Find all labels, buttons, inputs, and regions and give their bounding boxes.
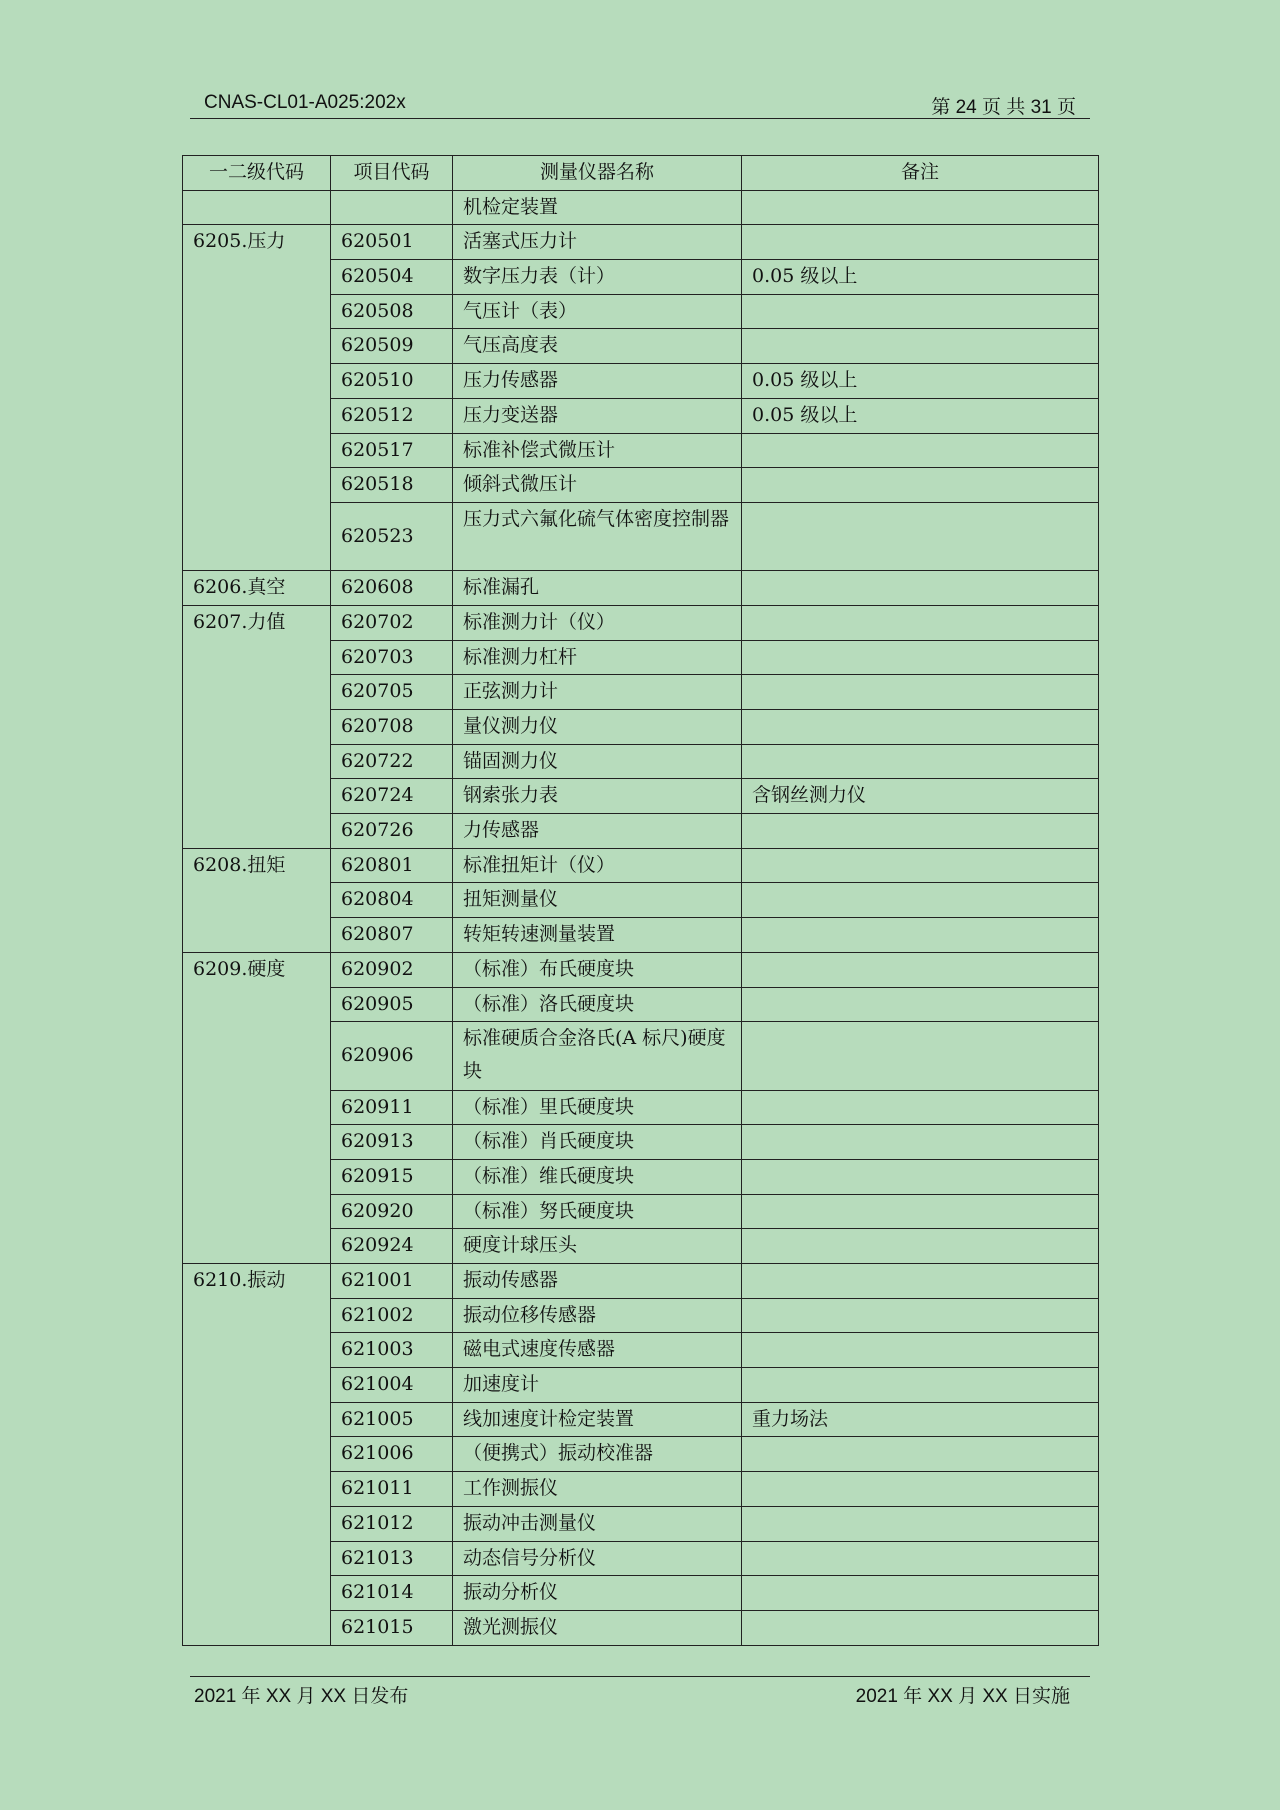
item-code-cell: 621013 [331,1541,453,1576]
item-code-cell: 621011 [331,1472,453,1507]
instrument-name-cell: 振动冲击测量仪 [453,1506,742,1541]
note-cell [742,640,1099,675]
note-cell [742,1194,1099,1229]
instrument-name-cell: 振动位移传感器 [453,1298,742,1333]
item-code-cell: 620915 [331,1159,453,1194]
note-cell [742,571,1099,606]
instrument-name-cell: 振动分析仪 [453,1576,742,1611]
item-code-cell: 620726 [331,814,453,849]
instrument-name-cell: 活塞式压力计 [453,225,742,260]
item-code-cell: 620902 [331,952,453,987]
instrument-name-cell: 倾斜式微压计 [453,468,742,503]
note-cell [742,1506,1099,1541]
note-cell: 含钢丝测力仪 [742,779,1099,814]
instrument-name-cell: 力传感器 [453,814,742,849]
note-cell [742,744,1099,779]
note-cell: 重力场法 [742,1402,1099,1437]
note-cell [742,1472,1099,1507]
item-code-cell: 620517 [331,433,453,468]
item-code-cell: 620504 [331,260,453,295]
instrument-name-cell: 压力式六氟化硫气体密度控制器 [453,502,742,570]
instrument-name-cell: 标准扭矩计（仪） [453,848,742,883]
instrument-name-cell: 机检定装置 [453,190,742,225]
column-header-item-code: 项目代码 [331,156,453,191]
instrument-name-cell: 磁电式速度传感器 [453,1333,742,1368]
group-code-cell [183,190,331,225]
item-code-cell: 621001 [331,1264,453,1299]
note-cell [742,294,1099,329]
column-header-instrument-name: 测量仪器名称 [453,156,742,191]
instrument-name-cell: （便携式）振动校准器 [453,1437,742,1472]
item-code-cell: 620509 [331,329,453,364]
item-code-cell: 620708 [331,710,453,745]
instrument-name-cell: 转矩转速测量装置 [453,918,742,953]
group-code-cell: 6209.硬度 [183,952,331,1263]
instrument-name-cell: 加速度计 [453,1368,742,1403]
instrument-name-cell: 量仪测力仪 [453,710,742,745]
note-cell [742,1022,1099,1090]
instrument-name-cell: （标准）里氏硬度块 [453,1090,742,1125]
note-cell [742,987,1099,1022]
item-code-cell: 620510 [331,364,453,399]
item-code-cell: 620913 [331,1125,453,1160]
item-code-cell: 620906 [331,1022,453,1090]
note-cell [742,1368,1099,1403]
instrument-name-cell: 激光测振仪 [453,1610,742,1645]
instrument-name-cell: 压力传感器 [453,364,742,399]
table-row [183,848,1099,883]
note-cell: 0.05 级以上 [742,364,1099,399]
item-code-cell: 620911 [331,1090,453,1125]
note-cell [742,1159,1099,1194]
instrument-name-cell: 标准测力杠杆 [453,640,742,675]
note-cell [742,468,1099,503]
note-cell [742,502,1099,570]
instrument-name-cell: （标准）洛氏硬度块 [453,987,742,1022]
note-cell [742,1298,1099,1333]
note-cell [742,1264,1099,1299]
note-cell [742,1541,1099,1576]
instrument-name-cell: 气压高度表 [453,329,742,364]
note-cell: 0.05 级以上 [742,260,1099,295]
item-code-cell: 621015 [331,1610,453,1645]
item-code-cell: 620518 [331,468,453,503]
item-code-cell: 620801 [331,848,453,883]
table-header-row [183,156,1099,191]
table-row [183,605,1099,640]
note-cell [742,814,1099,849]
note-cell [742,675,1099,710]
item-code-cell: 621003 [331,1333,453,1368]
group-code-cell: 6208.扭矩 [183,848,331,952]
instrument-name-cell: （标准）布氏硬度块 [453,952,742,987]
note-cell [742,329,1099,364]
instrument-name-cell: 标准漏孔 [453,571,742,606]
instrument-name-cell: 钢索张力表 [453,779,742,814]
table-row [183,225,1099,260]
instrument-name-cell: （标准）努氏硬度块 [453,1194,742,1229]
note-cell [742,433,1099,468]
note-cell [742,848,1099,883]
item-code-cell: 620924 [331,1229,453,1264]
group-code-cell: 6210.振动 [183,1264,331,1646]
item-code-cell: 620705 [331,675,453,710]
publish-date: 2021 年 XX 月 XX 日发布 [194,1686,409,1707]
item-code-cell: 620724 [331,779,453,814]
item-code-cell: 621002 [331,1298,453,1333]
item-code-cell: 620501 [331,225,453,260]
instrument-name-cell: 硬度计球压头 [453,1229,742,1264]
note-cell [742,1437,1099,1472]
item-code-cell: 620703 [331,640,453,675]
note-cell [742,952,1099,987]
note-cell [742,190,1099,225]
item-code-cell: 621006 [331,1437,453,1472]
note-cell: 0.05 级以上 [742,398,1099,433]
item-code-cell: 621005 [331,1402,453,1437]
table-row [183,952,1099,987]
item-code-cell: 621014 [331,1576,453,1611]
item-code-cell: 621004 [331,1368,453,1403]
instrument-name-cell: 标准补偿式微压计 [453,433,742,468]
note-cell [742,225,1099,260]
note-cell [742,1576,1099,1611]
note-cell [742,1333,1099,1368]
note-cell [742,710,1099,745]
item-code-cell [331,190,453,225]
note-cell [742,1610,1099,1645]
column-header-level-code: 一二级代码 [183,156,331,191]
table-row [183,571,1099,606]
item-code-cell: 620905 [331,987,453,1022]
item-code-cell: 621012 [331,1506,453,1541]
instrument-name-cell: （标准）肖氏硬度块 [453,1125,742,1160]
note-cell [742,918,1099,953]
item-code-cell: 620722 [331,744,453,779]
instrument-name-cell: 标准测力计（仪） [453,605,742,640]
instrument-name-cell: 锚固测力仪 [453,744,742,779]
group-code-cell: 6207.力值 [183,605,331,848]
instrument-name-cell: 工作测振仪 [453,1472,742,1507]
instrument-table [182,155,1099,1646]
note-cell [742,1125,1099,1160]
instrument-name-cell: 扭矩测量仪 [453,883,742,918]
item-code-cell: 620523 [331,502,453,570]
note-cell [742,1229,1099,1264]
page-header [190,86,1090,119]
item-code-cell: 620920 [331,1194,453,1229]
instrument-name-cell: 标准硬质合金洛氏(A 标尺)硬度块 [453,1022,742,1090]
item-code-cell: 620608 [331,571,453,606]
instrument-name-cell: 动态信号分析仪 [453,1541,742,1576]
table-row [183,190,1099,225]
implement-date: 2021 年 XX 月 XX 日实施 [855,1686,1070,1707]
page-number: 第 24 页 共 31 页 [931,97,1076,118]
table-row [183,1264,1099,1299]
instrument-name-cell: （标准）维氏硬度块 [453,1159,742,1194]
item-code-cell: 620512 [331,398,453,433]
doc-code: CNAS-CL01-A025:202x [204,92,406,113]
instrument-name-cell: 线加速度计检定装置 [453,1402,742,1437]
group-code-cell: 6206.真空 [183,571,331,606]
instrument-name-cell: 数字压力表（计） [453,260,742,295]
table-body [183,190,1099,1645]
column-header-notes: 备注 [742,156,1099,191]
instrument-name-cell: 压力变送器 [453,398,742,433]
note-cell [742,1090,1099,1125]
item-code-cell: 620804 [331,883,453,918]
note-cell [742,883,1099,918]
item-code-cell: 620807 [331,918,453,953]
note-cell [742,605,1099,640]
page-footer [190,1676,1090,1713]
group-code-cell: 6205.压力 [183,225,331,571]
instrument-name-cell: 气压计（表） [453,294,742,329]
instrument-name-cell: 正弦测力计 [453,675,742,710]
item-code-cell: 620508 [331,294,453,329]
instrument-name-cell: 振动传感器 [453,1264,742,1299]
item-code-cell: 620702 [331,605,453,640]
